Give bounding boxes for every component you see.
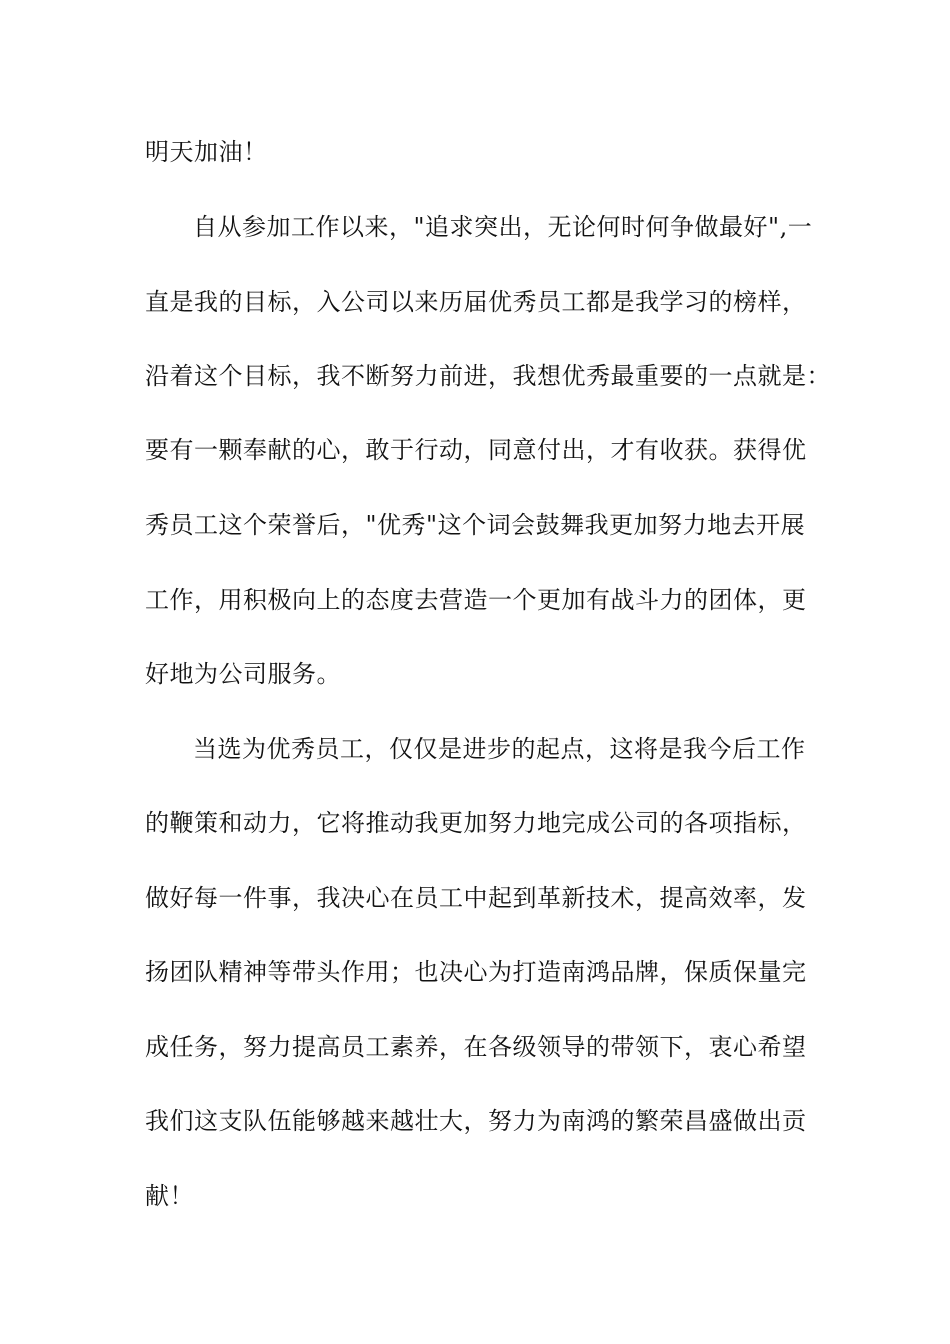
- text-line: 工作，用积极向上的态度去营造一个更加有战斗力的团体，更: [145, 586, 807, 614]
- text-line: 做好每一件事，我决心在员工中起到革新技术，提高效率，发: [145, 884, 807, 912]
- text-line: 沿着这个目标，我不断努力前进，我想优秀最重要的一点就是：: [145, 362, 831, 390]
- text-line: 成任务，努力提高员工素养，在各级领导的带领下，衷心希望: [145, 1033, 807, 1061]
- paragraph-start-line: 自从参加工作以来，"追求突出，无论何时何争做最好",一: [193, 213, 813, 241]
- text-line: 好地为公司服务。: [145, 660, 341, 688]
- text-line: 秀员工这个荣誉后，"优秀"这个词会鼓舞我更加努力地去开展: [145, 511, 806, 539]
- text-line: 直是我的目标，入公司以来历届优秀员工都是我学习的榜样，: [145, 288, 807, 316]
- text-line: 扬团队精神等带头作用；也决心为打造南鸿品牌，保质保量完: [145, 958, 807, 986]
- text-line: 我们这支队伍能够越来越壮大，努力为南鸿的繁荣昌盛做出贡: [145, 1107, 807, 1135]
- paragraph-start-line: 当选为优秀员工，仅仅是进步的起点，这将是我今后工作: [193, 735, 806, 763]
- text-line: 的鞭策和动力，它将推动我更加努力地完成公司的各项指标，: [145, 809, 807, 837]
- text-line: 要有一颗奉献的心，敢于行动，同意付出，才有收获。获得优: [145, 436, 807, 464]
- text-line: 献！: [145, 1182, 194, 1210]
- text-line: 明天加油！: [145, 138, 268, 166]
